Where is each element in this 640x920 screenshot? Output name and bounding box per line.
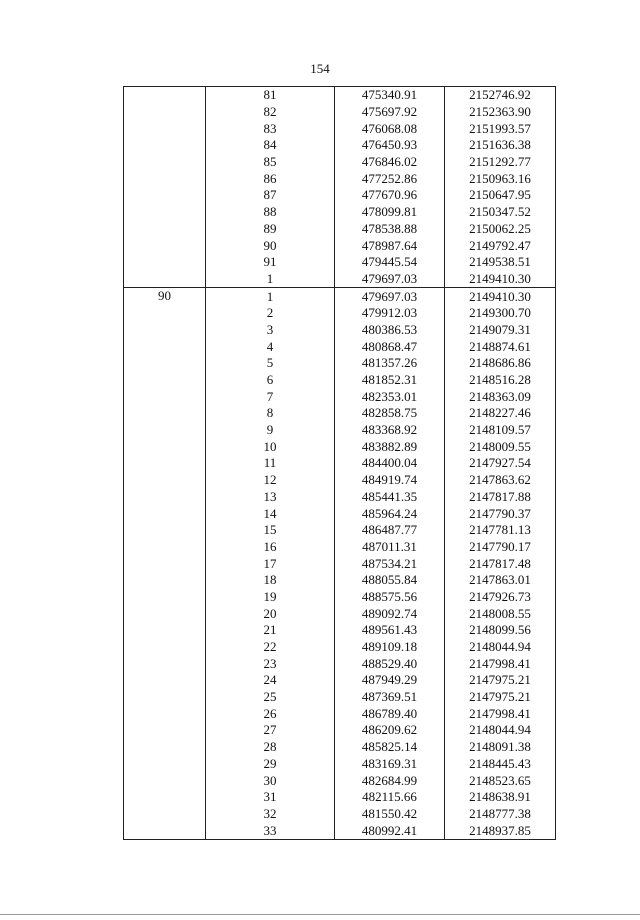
point-number-cell: 10 xyxy=(206,438,335,455)
y-coordinate-cell: 2150647.95 xyxy=(445,187,556,204)
point-number-cell: 1 xyxy=(206,271,335,288)
parcel-number-cell xyxy=(124,154,206,171)
point-number-cell: 11 xyxy=(206,455,335,472)
parcel-number-cell xyxy=(124,87,206,104)
y-coordinate-cell: 2147863.62 xyxy=(445,472,556,489)
x-coordinate-cell: 478987.64 xyxy=(335,237,445,254)
table-row xyxy=(124,672,556,689)
parcel-number-cell xyxy=(124,772,206,789)
table-row xyxy=(124,355,556,372)
parcel-number-cell xyxy=(124,705,206,722)
x-coordinate-cell: 488055.84 xyxy=(335,572,445,589)
table-row xyxy=(124,455,556,472)
y-coordinate-cell: 2148044.94 xyxy=(445,639,556,656)
point-number-cell: 31 xyxy=(206,789,335,806)
x-coordinate-cell: 481357.26 xyxy=(335,355,445,372)
y-coordinate-cell: 2148638.91 xyxy=(445,789,556,806)
point-number-cell: 88 xyxy=(206,204,335,221)
point-number-cell: 25 xyxy=(206,689,335,706)
point-number-cell: 84 xyxy=(206,137,335,154)
table-row xyxy=(124,722,556,739)
parcel-number-cell xyxy=(124,589,206,606)
x-coordinate-cell: 488575.56 xyxy=(335,589,445,606)
y-coordinate-cell: 2148445.43 xyxy=(445,756,556,773)
y-coordinate-cell: 2147781.13 xyxy=(445,522,556,539)
y-coordinate-cell: 2148523.65 xyxy=(445,772,556,789)
point-number-cell: 85 xyxy=(206,154,335,171)
point-number-cell: 87 xyxy=(206,187,335,204)
point-number-cell: 27 xyxy=(206,722,335,739)
y-coordinate-cell: 2147998.41 xyxy=(445,655,556,672)
table-row xyxy=(124,572,556,589)
point-number-cell: 82 xyxy=(206,104,335,121)
y-coordinate-cell: 2148516.28 xyxy=(445,372,556,389)
table-row xyxy=(124,605,556,622)
y-coordinate-cell: 2148777.38 xyxy=(445,806,556,823)
y-coordinate-cell: 2149792.47 xyxy=(445,237,556,254)
y-coordinate-cell: 2149410.30 xyxy=(445,271,556,288)
table-row xyxy=(124,254,556,271)
y-coordinate-cell: 2148686.86 xyxy=(445,355,556,372)
point-number-cell: 2 xyxy=(206,305,335,322)
parcel-number-cell xyxy=(124,822,206,839)
point-number-cell: 8 xyxy=(206,405,335,422)
parcel-number-cell xyxy=(124,422,206,439)
y-coordinate-cell: 2147926.73 xyxy=(445,589,556,606)
point-number-cell: 22 xyxy=(206,639,335,656)
table-row xyxy=(124,422,556,439)
point-number-cell: 30 xyxy=(206,772,335,789)
table-row xyxy=(124,87,556,104)
point-number-cell: 14 xyxy=(206,505,335,522)
y-coordinate-cell: 2149538.51 xyxy=(445,254,556,271)
parcel-number-cell xyxy=(124,271,206,288)
point-number-cell: 17 xyxy=(206,555,335,572)
table-row xyxy=(124,789,556,806)
parcel-number-cell xyxy=(124,789,206,806)
table-row xyxy=(124,806,556,823)
point-number-cell: 23 xyxy=(206,655,335,672)
x-coordinate-cell: 483882.89 xyxy=(335,438,445,455)
point-number-cell: 19 xyxy=(206,589,335,606)
parcel-number-cell xyxy=(124,170,206,187)
parcel-number-cell xyxy=(124,622,206,639)
x-coordinate-cell: 485964.24 xyxy=(335,505,445,522)
point-number-cell: 29 xyxy=(206,756,335,773)
y-coordinate-cell: 2147975.21 xyxy=(445,689,556,706)
point-number-cell: 13 xyxy=(206,489,335,506)
x-coordinate-cell: 486209.62 xyxy=(335,722,445,739)
x-coordinate-cell: 480868.47 xyxy=(335,338,445,355)
parcel-number-cell xyxy=(124,739,206,756)
point-number-cell: 15 xyxy=(206,522,335,539)
point-number-cell: 26 xyxy=(206,705,335,722)
table-row xyxy=(124,120,556,137)
y-coordinate-cell: 2148091.38 xyxy=(445,739,556,756)
y-coordinate-cell: 2147817.48 xyxy=(445,555,556,572)
y-coordinate-cell: 2148109.57 xyxy=(445,422,556,439)
parcel-number-cell xyxy=(124,672,206,689)
coordinates-table-body xyxy=(124,87,556,840)
table-row xyxy=(124,288,556,305)
x-coordinate-cell: 479697.03 xyxy=(335,271,445,288)
y-coordinate-cell: 2152746.92 xyxy=(445,87,556,104)
table-row xyxy=(124,438,556,455)
table-row xyxy=(124,655,556,672)
x-coordinate-cell: 488529.40 xyxy=(335,655,445,672)
x-coordinate-cell: 486789.40 xyxy=(335,705,445,722)
parcel-number-cell xyxy=(124,605,206,622)
x-coordinate-cell: 478099.81 xyxy=(335,204,445,221)
x-coordinate-cell: 476846.02 xyxy=(335,154,445,171)
table-row xyxy=(124,372,556,389)
y-coordinate-cell: 2148937.85 xyxy=(445,822,556,839)
x-coordinate-cell: 487534.21 xyxy=(335,555,445,572)
x-coordinate-cell: 476450.93 xyxy=(335,137,445,154)
parcel-number-cell xyxy=(124,756,206,773)
y-coordinate-cell: 2149079.31 xyxy=(445,322,556,339)
y-coordinate-cell: 2151993.57 xyxy=(445,120,556,137)
parcel-number-cell xyxy=(124,237,206,254)
table-row xyxy=(124,338,556,355)
point-number-cell: 89 xyxy=(206,221,335,238)
point-number-cell: 90 xyxy=(206,237,335,254)
table-row xyxy=(124,555,556,572)
x-coordinate-cell: 482858.75 xyxy=(335,405,445,422)
x-coordinate-cell: 479445.54 xyxy=(335,254,445,271)
point-number-cell: 81 xyxy=(206,87,335,104)
point-number-cell: 28 xyxy=(206,739,335,756)
table-row xyxy=(124,739,556,756)
point-number-cell: 12 xyxy=(206,472,335,489)
table-row xyxy=(124,505,556,522)
parcel-number-cell xyxy=(124,722,206,739)
parcel-number-cell xyxy=(124,322,206,339)
x-coordinate-cell: 483368.92 xyxy=(335,422,445,439)
parcel-number-cell xyxy=(124,489,206,506)
x-coordinate-cell: 486487.77 xyxy=(335,522,445,539)
y-coordinate-cell: 2147927.54 xyxy=(445,455,556,472)
parcel-number-cell xyxy=(124,372,206,389)
table-row xyxy=(124,237,556,254)
parcel-number-cell xyxy=(124,137,206,154)
point-number-cell: 91 xyxy=(206,254,335,271)
table-row xyxy=(124,305,556,322)
y-coordinate-cell: 2148044.94 xyxy=(445,722,556,739)
table-row xyxy=(124,539,556,556)
parcel-number-cell xyxy=(124,221,206,238)
table-row xyxy=(124,271,556,288)
y-coordinate-cell: 2147790.17 xyxy=(445,539,556,556)
x-coordinate-cell: 479912.03 xyxy=(335,305,445,322)
parcel-number-cell xyxy=(124,689,206,706)
table-row xyxy=(124,221,556,238)
table-row xyxy=(124,489,556,506)
y-coordinate-cell: 2148227.46 xyxy=(445,405,556,422)
table-row xyxy=(124,756,556,773)
x-coordinate-cell: 475340.91 xyxy=(335,87,445,104)
parcel-number-cell xyxy=(124,438,206,455)
point-number-cell: 83 xyxy=(206,120,335,137)
point-number-cell: 24 xyxy=(206,672,335,689)
table-row xyxy=(124,639,556,656)
x-coordinate-cell: 481852.31 xyxy=(335,372,445,389)
y-coordinate-cell: 2151636.38 xyxy=(445,137,556,154)
y-coordinate-cell: 2147998.41 xyxy=(445,705,556,722)
parcel-number-cell xyxy=(124,254,206,271)
y-coordinate-cell: 2147863.01 xyxy=(445,572,556,589)
y-coordinate-cell: 2149300.70 xyxy=(445,305,556,322)
parcel-number-cell xyxy=(124,305,206,322)
y-coordinate-cell: 2147790.37 xyxy=(445,505,556,522)
table-row xyxy=(124,170,556,187)
x-coordinate-cell: 485825.14 xyxy=(335,739,445,756)
parcel-number-cell xyxy=(124,539,206,556)
table-row xyxy=(124,689,556,706)
x-coordinate-cell: 482115.66 xyxy=(335,789,445,806)
x-coordinate-cell: 475697.92 xyxy=(335,104,445,121)
point-number-cell: 6 xyxy=(206,372,335,389)
table-row xyxy=(124,822,556,839)
y-coordinate-cell: 2150062.25 xyxy=(445,221,556,238)
point-number-cell: 4 xyxy=(206,338,335,355)
x-coordinate-cell: 487369.51 xyxy=(335,689,445,706)
point-number-cell: 32 xyxy=(206,806,335,823)
parcel-number-cell xyxy=(124,204,206,221)
parcel-number-cell xyxy=(124,338,206,355)
y-coordinate-cell: 2148008.55 xyxy=(445,605,556,622)
x-coordinate-cell: 483169.31 xyxy=(335,756,445,773)
x-coordinate-cell: 477252.86 xyxy=(335,170,445,187)
parcel-number-cell xyxy=(124,120,206,137)
x-coordinate-cell: 477670.96 xyxy=(335,187,445,204)
x-coordinate-cell: 482684.99 xyxy=(335,772,445,789)
table-row xyxy=(124,622,556,639)
point-number-cell: 20 xyxy=(206,605,335,622)
y-coordinate-cell: 2148099.56 xyxy=(445,622,556,639)
x-coordinate-cell: 489561.43 xyxy=(335,622,445,639)
y-coordinate-cell: 2147975.21 xyxy=(445,672,556,689)
x-coordinate-cell: 489109.18 xyxy=(335,639,445,656)
page-bottom-edge xyxy=(0,914,640,915)
point-number-cell: 33 xyxy=(206,822,335,839)
table-row xyxy=(124,522,556,539)
x-coordinate-cell: 489092.74 xyxy=(335,605,445,622)
page-number: 154 xyxy=(310,61,330,76)
x-coordinate-cell: 484919.74 xyxy=(335,472,445,489)
point-number-cell: 21 xyxy=(206,622,335,639)
point-number-cell: 86 xyxy=(206,170,335,187)
parcel-number-cell xyxy=(124,187,206,204)
parcel-number-cell xyxy=(124,355,206,372)
point-number-cell: 7 xyxy=(206,388,335,405)
table-row xyxy=(124,154,556,171)
parcel-number-cell xyxy=(124,806,206,823)
table-row xyxy=(124,772,556,789)
x-coordinate-cell: 480386.53 xyxy=(335,322,445,339)
table-row xyxy=(124,472,556,489)
point-number-cell: 5 xyxy=(206,355,335,372)
parcel-number-cell xyxy=(124,639,206,656)
x-coordinate-cell: 485441.35 xyxy=(335,489,445,506)
point-number-cell: 9 xyxy=(206,422,335,439)
x-coordinate-cell: 487011.31 xyxy=(335,539,445,556)
y-coordinate-cell: 2150347.52 xyxy=(445,204,556,221)
coordinates-table xyxy=(123,86,556,840)
x-coordinate-cell: 487949.29 xyxy=(335,672,445,689)
x-coordinate-cell: 482353.01 xyxy=(335,388,445,405)
parcel-number-cell xyxy=(124,405,206,422)
table-row xyxy=(124,137,556,154)
table-row xyxy=(124,322,556,339)
x-coordinate-cell: 484400.04 xyxy=(335,455,445,472)
y-coordinate-cell: 2147817.88 xyxy=(445,489,556,506)
x-coordinate-cell: 481550.42 xyxy=(335,806,445,823)
parcel-number-cell xyxy=(124,505,206,522)
x-coordinate-cell: 480992.41 xyxy=(335,822,445,839)
parcel-number-cell xyxy=(124,388,206,405)
y-coordinate-cell: 2148874.61 xyxy=(445,338,556,355)
table-row xyxy=(124,705,556,722)
parcel-number-cell: 90 xyxy=(124,288,206,305)
y-coordinate-cell: 2152363.90 xyxy=(445,104,556,121)
x-coordinate-cell: 478538.88 xyxy=(335,221,445,238)
parcel-number-cell xyxy=(124,572,206,589)
y-coordinate-cell: 2148363.09 xyxy=(445,388,556,405)
parcel-number-cell xyxy=(124,455,206,472)
table-row xyxy=(124,388,556,405)
y-coordinate-cell: 2151292.77 xyxy=(445,154,556,171)
parcel-number-cell xyxy=(124,655,206,672)
x-coordinate-cell: 479697.03 xyxy=(335,288,445,305)
table-row xyxy=(124,104,556,121)
point-number-cell: 3 xyxy=(206,322,335,339)
parcel-number-cell xyxy=(124,104,206,121)
point-number-cell: 18 xyxy=(206,572,335,589)
table-row xyxy=(124,187,556,204)
table-row xyxy=(124,204,556,221)
point-number-cell: 1 xyxy=(206,288,335,305)
y-coordinate-cell: 2148009.55 xyxy=(445,438,556,455)
y-coordinate-cell: 2149410.30 xyxy=(445,288,556,305)
parcel-number-cell xyxy=(124,472,206,489)
parcel-number-cell xyxy=(124,522,206,539)
table-row xyxy=(124,589,556,606)
parcel-number-cell xyxy=(124,555,206,572)
y-coordinate-cell: 2150963.16 xyxy=(445,170,556,187)
table-row xyxy=(124,405,556,422)
x-coordinate-cell: 476068.08 xyxy=(335,120,445,137)
point-number-cell: 16 xyxy=(206,539,335,556)
